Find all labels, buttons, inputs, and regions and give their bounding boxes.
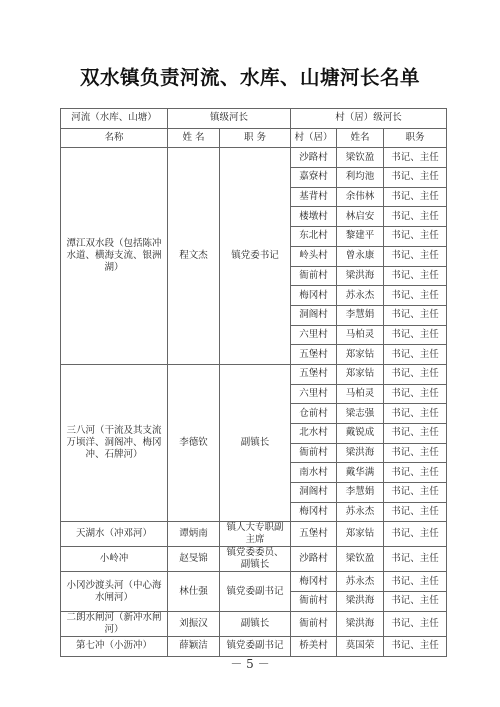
header-village-chief-name: 姓名 xyxy=(337,128,384,148)
village-chief-post-cell: 书记、主任 xyxy=(384,384,447,404)
village-chief-post-cell: 书记、主任 xyxy=(384,636,447,656)
village-chief-post-cell: 书记、主任 xyxy=(384,168,447,188)
village-chief-post-cell: 书记、主任 xyxy=(384,592,447,612)
village-chief-post-cell: 书记、主任 xyxy=(384,325,447,345)
village-chief-name-cell: 林启安 xyxy=(337,207,384,227)
river-name-cell: 小岭冲 xyxy=(61,547,168,572)
village-chief-name-cell: 苏永杰 xyxy=(337,572,384,592)
header-village-chief-post: 职务 xyxy=(384,128,447,148)
village-chief-post-cell: 书记、主任 xyxy=(384,266,447,286)
village-chief-name-cell: 莫国荣 xyxy=(337,636,384,656)
village-chief-post-cell: 书记、主任 xyxy=(384,483,447,503)
river-name-cell: 第七冲（小沥冲） xyxy=(61,636,168,656)
village-cell: 嘉寮村 xyxy=(291,168,337,188)
page-number: － 5 － xyxy=(230,657,270,671)
village-chief-name-cell: 梁钦盈 xyxy=(337,547,384,572)
village-chief-post-cell: 书记、主任 xyxy=(384,345,447,365)
village-chief-post-cell: 书记、主任 xyxy=(384,424,447,444)
village-chief-post-cell: 书记、主任 xyxy=(384,187,447,207)
village-cell: 北水村 xyxy=(291,424,337,444)
table-row xyxy=(61,636,447,656)
town-chief-name-cell: 薛颖洁 xyxy=(168,636,220,656)
village-chief-name-cell: 利均池 xyxy=(337,168,384,188)
village-chief-post-cell: 书记、主任 xyxy=(384,572,447,592)
village-cell: 衙前村 xyxy=(291,266,337,286)
village-chief-name-cell: 梁洪海 xyxy=(337,443,384,463)
table-row xyxy=(61,522,447,547)
table-row xyxy=(61,611,447,636)
table-row xyxy=(61,364,447,384)
village-cell: 基背村 xyxy=(291,187,337,207)
town-chief-post-cell: 镇党委委员、副镇长 xyxy=(220,547,291,572)
village-chief-name-cell: 李慧娟 xyxy=(337,483,384,503)
village-chief-name-cell: 梁钦盈 xyxy=(337,148,384,168)
table-body xyxy=(61,109,447,657)
village-cell: 桥美村 xyxy=(291,636,337,656)
village-cell: 六里村 xyxy=(291,325,337,345)
village-chief-name-cell: 黎建平 xyxy=(337,227,384,247)
town-chief-name-cell: 刘振汉 xyxy=(168,611,220,636)
village-chief-name-cell: 梁志强 xyxy=(337,404,384,424)
village-cell: 沙路村 xyxy=(291,547,337,572)
village-chief-name-cell: 梁洪海 xyxy=(337,611,384,636)
header-chief-post: 职 务 xyxy=(220,128,291,148)
village-chief-post-cell: 书记、主任 xyxy=(384,364,447,384)
town-chief-name-cell: 林仕强 xyxy=(168,572,220,611)
village-chief-name-cell: 梁洪海 xyxy=(337,266,384,286)
village-cell: 衙前村 xyxy=(291,443,337,463)
town-chief-post-cell: 副镇长 xyxy=(220,611,291,636)
header-chief-name: 姓 名 xyxy=(168,128,220,148)
header-row-bottom xyxy=(61,128,447,148)
village-cell: 五堡村 xyxy=(291,364,337,384)
village-chief-name-cell: 戴锐成 xyxy=(337,424,384,444)
village-chief-name-cell: 梁洪海 xyxy=(337,592,384,612)
village-chief-name-cell: 戴华满 xyxy=(337,463,384,483)
header-row-top xyxy=(61,109,447,129)
town-chief-name-cell: 李德钦 xyxy=(168,364,220,522)
village-cell: 梅冈村 xyxy=(291,502,337,522)
village-chief-post-cell: 书记、主任 xyxy=(384,286,447,306)
village-chief-name-cell: 苏永杰 xyxy=(337,286,384,306)
village-cell: 楼墩村 xyxy=(291,207,337,227)
village-cell: 衙前村 xyxy=(291,592,337,612)
village-chief-post-cell: 书记、主任 xyxy=(384,463,447,483)
town-chief-post-cell: 镇党委副书记 xyxy=(220,572,291,611)
village-chief-post-cell: 书记、主任 xyxy=(384,305,447,325)
village-cell: 五堡村 xyxy=(291,345,337,365)
village-cell: 六里村 xyxy=(291,384,337,404)
town-chief-post-cell: 镇人大专职副主席 xyxy=(220,522,291,547)
river-name-cell: 三八河（干流及其支流万顷洋、洞阁冲、梅冈冲、石牌河） xyxy=(61,364,168,522)
village-chief-name-cell: 苏永杰 xyxy=(337,502,384,522)
village-cell: 洞阁村 xyxy=(291,483,337,503)
village-chief-name-cell: 马柏灵 xyxy=(337,384,384,404)
river-name-cell: 潭江双水段（包括陈冲水道、横海支流、银洲湖） xyxy=(61,148,168,365)
village-chief-name-cell: 曾永康 xyxy=(337,246,384,266)
table-row xyxy=(61,148,447,168)
header-river-top: 河流（水库、山塘） xyxy=(61,109,168,129)
river-name-cell: 二朗水闸河（新冲水闸河） xyxy=(61,611,168,636)
town-chief-post-cell: 镇党委副书记 xyxy=(220,636,291,656)
village-cell: 梅冈村 xyxy=(291,572,337,592)
river-chief-table xyxy=(60,108,447,657)
village-chief-name-cell: 郑家钻 xyxy=(337,522,384,547)
village-cell: 衙前村 xyxy=(291,611,337,636)
village-cell: 五堡村 xyxy=(291,522,337,547)
town-chief-post-cell: 副镇长 xyxy=(220,364,291,522)
village-chief-post-cell: 书记、主任 xyxy=(384,246,447,266)
river-name-cell: 天湖水（冲邓河） xyxy=(61,522,168,547)
village-chief-name-cell: 郑家钻 xyxy=(337,345,384,365)
village-chief-post-cell: 书记、主任 xyxy=(384,227,447,247)
river-name-cell: 小冈沙渡头河（中心海水闸河） xyxy=(61,572,168,611)
village-chief-post-cell: 书记、主任 xyxy=(384,443,447,463)
header-village: 村（居） xyxy=(291,128,337,148)
village-cell: 岭头村 xyxy=(291,246,337,266)
village-chief-name-cell: 余伟林 xyxy=(337,187,384,207)
town-chief-name-cell: 谭炳南 xyxy=(168,522,220,547)
town-chief-name-cell: 赵旻锦 xyxy=(168,547,220,572)
table-row xyxy=(61,547,447,572)
town-chief-post-cell: 镇党委书记 xyxy=(220,148,291,365)
village-cell: 沙路村 xyxy=(291,148,337,168)
village-chief-name-cell: 郑家钻 xyxy=(337,364,384,384)
village-chief-post-cell: 书记、主任 xyxy=(384,207,447,227)
village-cell: 东北村 xyxy=(291,227,337,247)
village-cell: 梅冈村 xyxy=(291,286,337,306)
village-chief-post-cell: 书记、主任 xyxy=(384,547,447,572)
document-title: 双水镇负责河流、水库、山塘河长名单 xyxy=(79,66,420,89)
header-village-group: 村（居）级河长 xyxy=(291,109,447,129)
village-chief-post-cell: 书记、主任 xyxy=(384,611,447,636)
town-chief-name-cell: 程文杰 xyxy=(168,148,220,365)
village-cell: 仓前村 xyxy=(291,404,337,424)
village-chief-post-cell: 书记、主任 xyxy=(384,522,447,547)
village-chief-name-cell: 马柏灵 xyxy=(337,325,384,345)
header-town-group: 镇级河长 xyxy=(168,109,291,129)
village-chief-post-cell: 书记、主任 xyxy=(384,404,447,424)
village-chief-post-cell: 书记、主任 xyxy=(384,148,447,168)
village-cell: 洞阁村 xyxy=(291,305,337,325)
header-river-name: 名称 xyxy=(61,128,168,148)
village-cell: 南水村 xyxy=(291,463,337,483)
village-chief-name-cell: 李慧娟 xyxy=(337,305,384,325)
village-chief-post-cell: 书记、主任 xyxy=(384,502,447,522)
table-row xyxy=(61,572,447,592)
